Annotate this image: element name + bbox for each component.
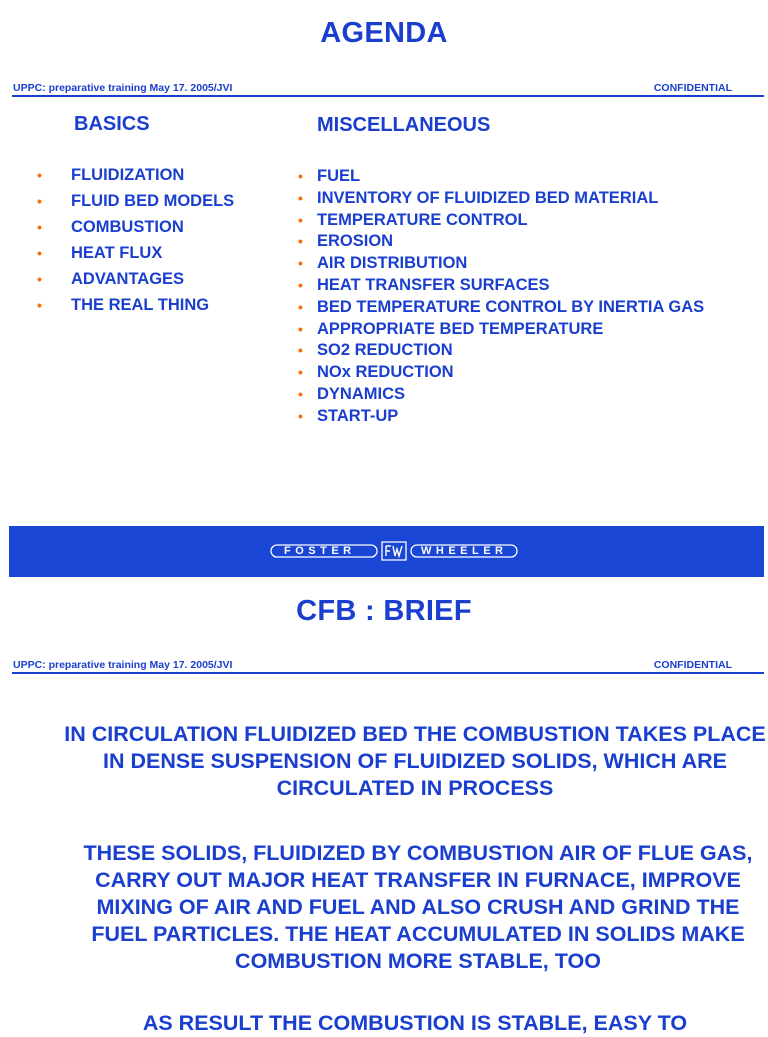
- bullet-icon: •: [298, 255, 303, 272]
- bullet-icon: •: [298, 168, 303, 184]
- bullet-icon: •: [298, 342, 303, 359]
- bullet-icon: •: [298, 407, 303, 424]
- list-item: • FUEL: [298, 166, 704, 188]
- miscellaneous-heading: MISCELLANEOUS: [317, 114, 491, 136]
- bullet-icon: •: [298, 298, 303, 315]
- bullet-icon: •: [298, 211, 303, 228]
- header-confidential: CONFIDENTIAL: [653, 82, 732, 94]
- logo-right-text: WHEELER: [421, 545, 508, 557]
- slide2-header: [12, 659, 764, 674]
- list-item: • FLUIDIZATION: [37, 162, 234, 188]
- paragraph-2: THESE SOLIDS, FLUIDIZED BY COMBUSTION AIR OF FLUE GAS, CARRY OUT MAJOR HEAT TRANSFER IN FURNACE, IMPROVE MIXING OF AIR AND FUEL AND ALSO CRUSH AND GRIND THE FUEL PARTICLES. THE HEAT ACCUMULATED IN SOLIDS MAKE COMBUSTION MORE STABLE, TOO: [83, 841, 753, 973]
- slide-header: [12, 82, 764, 97]
- header-confidential: CONFIDENTIAL: [653, 659, 732, 671]
- list-item: • FLUID BED MODELS: [37, 188, 234, 214]
- paragraph-3: AS RESULT THE COMBUSTION IS STABLE, EASY TO: [142, 1011, 688, 1035]
- bullet-icon: •: [298, 320, 303, 337]
- header-left-text: UPPC: preparative training May 17. 2005/JVI: [13, 82, 233, 94]
- logo-left-text: FOSTER: [284, 545, 356, 557]
- basics-heading: BASICS: [74, 113, 150, 135]
- page-title: AGENDA: [320, 17, 448, 49]
- list-item: • HEAT TRANSFER SURFACES: [298, 275, 704, 297]
- list-item: • COMBUSTION: [37, 214, 234, 240]
- list-item: • START-UP: [298, 406, 704, 428]
- bullet-icon: •: [298, 189, 303, 206]
- bullet-icon: •: [37, 219, 42, 235]
- paragraph-1: IN CIRCULATION FLUIDIZED BED THE COMBUSTION TAKES PLACE IN DENSE SUSPENSION OF FLUIDIZED SOLIDS, WHICH ARE CIRCULATED IN PROCESS: [64, 722, 766, 800]
- list-item: • NOx REDUCTION: [298, 362, 704, 384]
- list-item: • AIR DISTRIBUTION: [298, 253, 704, 275]
- bullet-icon: •: [37, 167, 42, 183]
- list-item: • HEAT FLUX: [37, 240, 234, 266]
- list-item: • INVENTORY OF FLUIDIZED BED MATERIAL: [298, 188, 704, 210]
- bullet-icon: •: [298, 233, 303, 250]
- list-item: • SO2 REDUCTION: [298, 340, 704, 362]
- list-item: • ADVANTAGES: [37, 266, 234, 292]
- bullet-icon: •: [298, 385, 303, 402]
- list-item: • TEMPERATURE CONTROL: [298, 210, 704, 232]
- footer-logo-band: [9, 526, 764, 577]
- list-item: • EROSION: [298, 231, 704, 253]
- bullet-icon: •: [298, 276, 303, 293]
- bullet-icon: •: [37, 297, 42, 313]
- bullet-icon: •: [37, 193, 42, 209]
- bullet-icon: •: [37, 245, 42, 261]
- list-item: • DYNAMICS: [298, 384, 704, 406]
- foster-wheeler-logo: [270, 541, 518, 561]
- basics-list: [37, 162, 234, 318]
- list-item: • APPROPRIATE BED TEMPERATURE: [298, 319, 704, 341]
- slide2-title: CFB : BRIEF: [296, 595, 472, 627]
- bullet-icon: •: [298, 364, 303, 381]
- list-item: • BED TEMPERATURE CONTROL BY INERTIA GAS: [298, 297, 704, 319]
- bullet-icon: •: [37, 271, 42, 287]
- header-left-text: UPPC: preparative training May 17. 2005/JVI: [13, 659, 233, 671]
- miscellaneous-list: [298, 166, 704, 428]
- list-item: • THE REAL THING: [37, 292, 234, 318]
